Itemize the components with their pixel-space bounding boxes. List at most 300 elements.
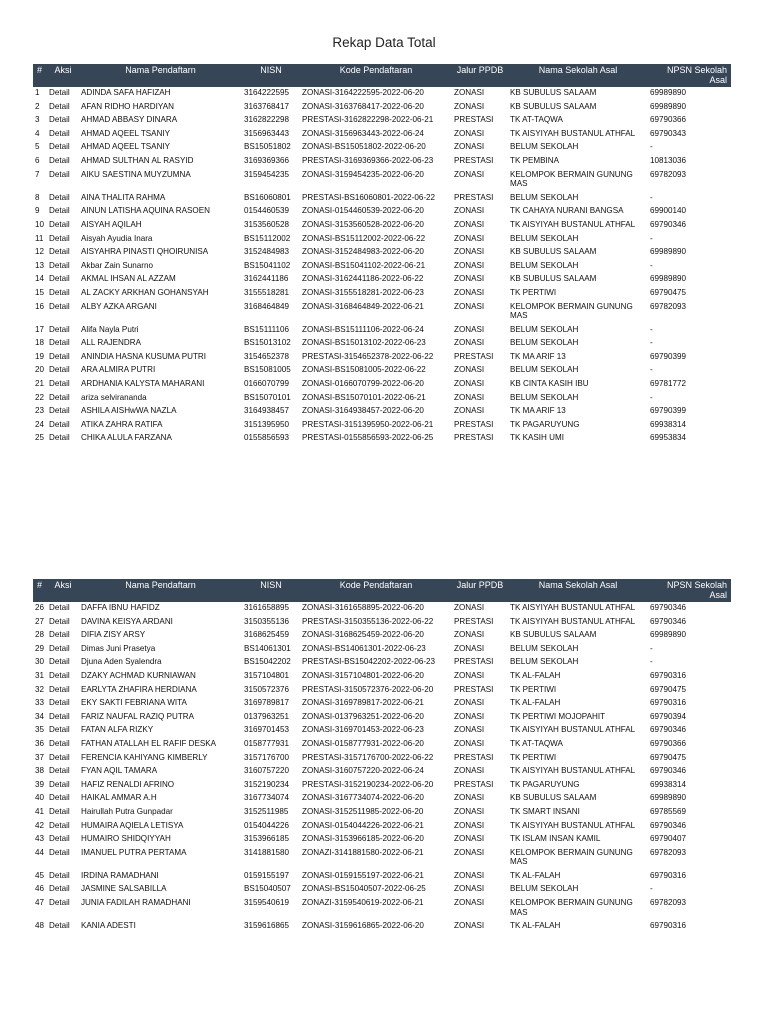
column-header-ppdb-track: Jalur PPDB bbox=[452, 579, 508, 602]
table-row bbox=[33, 870, 731, 884]
ppdb-track-cell: ZONASI bbox=[454, 88, 485, 97]
detail-link-cell[interactable]: Detail bbox=[49, 711, 70, 721]
ppdb-track-cell: ZONASI bbox=[454, 643, 485, 653]
registration-code-cell: PRESTASI-3154652378-2022-06-22 bbox=[302, 351, 434, 361]
origin-school-cell: KELOMPOK BERMAIN GUNUNG MAS bbox=[510, 898, 633, 917]
table-row bbox=[33, 629, 731, 643]
row-number-cell: 17 bbox=[35, 324, 45, 334]
row-number-cell: 39 bbox=[35, 779, 45, 789]
origin-school-cell: KELOMPOK BERMAIN GUNUNG MAS bbox=[510, 847, 633, 867]
table-row bbox=[33, 301, 731, 324]
origin-school-cell: TK AISYIYAH BUSTANUL ATHFAL bbox=[510, 616, 636, 626]
nisn-cell: 3169369366 bbox=[244, 155, 290, 165]
nisn-cell: 3161658895 bbox=[244, 603, 290, 612]
registration-code-cell: ZONASI-3169789817-2022-06-21 bbox=[302, 698, 424, 708]
detail-link-cell[interactable]: Detail bbox=[49, 392, 70, 402]
origin-school-npsn-cell: 69989890 bbox=[650, 88, 687, 97]
row-number-cell: 25 bbox=[35, 433, 45, 443]
origin-school-cell: TK AT-TAQWA bbox=[510, 738, 563, 748]
table-row bbox=[33, 643, 731, 657]
registration-code-cell: ZONASI-BS15111106-2022-06-24 bbox=[302, 324, 424, 334]
row-number-cell: 6 bbox=[35, 155, 40, 165]
table-row bbox=[33, 155, 731, 169]
table-row bbox=[33, 364, 731, 378]
ppdb-track-cell: ZONASI bbox=[454, 142, 485, 152]
row-number-cell: 36 bbox=[35, 738, 45, 748]
registration-code-cell: PRESTASI-BS15042202-2022-06-23 bbox=[302, 657, 436, 667]
ppdb-track-cell: ZONASI bbox=[454, 274, 485, 284]
registration-code-cell: PRESTASI-0155856593-2022-06-25 bbox=[302, 433, 434, 443]
detail-link-cell[interactable]: Detail bbox=[49, 684, 70, 694]
table-row bbox=[33, 405, 731, 419]
table-row bbox=[33, 792, 731, 806]
student-name-cell: AHMAD SULTHAN AL RASYID bbox=[81, 155, 194, 165]
registration-code-cell: ZONASI-BS15041102-2022-06-21 bbox=[302, 260, 426, 270]
column-header-row-number: # bbox=[33, 64, 47, 87]
nisn-cell: 3169701453 bbox=[244, 725, 290, 735]
origin-school-cell: TK MA ARIF 13 bbox=[510, 406, 566, 416]
row-number-cell: 4 bbox=[35, 128, 40, 138]
table-row bbox=[33, 616, 731, 630]
registration-code-cell: ZONASI-BS14061301-2022-06-23 bbox=[302, 643, 426, 653]
table-row bbox=[33, 205, 731, 219]
ppdb-track-cell: ZONASI bbox=[454, 392, 485, 402]
origin-school-npsn-cell: 69989890 bbox=[650, 247, 687, 257]
detail-link-cell[interactable]: Detail bbox=[49, 301, 70, 311]
nisn-cell: 3168625459 bbox=[244, 630, 290, 640]
column-header-origin-school: Nama Sekolah Asal bbox=[508, 64, 648, 87]
page-title: Rekap Data Total bbox=[332, 35, 436, 50]
registration-code-cell: ZONASI-0137963251-2022-06-20 bbox=[302, 711, 424, 721]
detail-link-cell[interactable]: Detail bbox=[49, 128, 70, 138]
detail-link-cell[interactable]: Detail bbox=[49, 698, 70, 708]
nisn-cell: 0159155197 bbox=[244, 870, 290, 880]
nisn-cell: 0154044226 bbox=[244, 820, 290, 830]
student-name-cell: HUMAIRA AQIELA LETISYA bbox=[81, 820, 184, 830]
registration-code-cell: ZONASI-3152511985-2022-06-20 bbox=[302, 806, 424, 816]
registration-code-cell: ZONASI-3160757220-2022-06-24 bbox=[302, 766, 424, 776]
detail-link-cell[interactable]: Detail bbox=[49, 433, 70, 443]
origin-school-npsn-cell: - bbox=[650, 324, 653, 334]
detail-link-cell[interactable]: Detail bbox=[49, 847, 70, 857]
detail-link-cell[interactable]: Detail bbox=[49, 630, 70, 640]
student-name-cell: Alifa Nayla Putri bbox=[81, 324, 139, 334]
column-header-student-name: Nama Pendaftarn bbox=[79, 579, 242, 602]
row-number-cell: 22 bbox=[35, 392, 45, 402]
registration-code-cell: PRESTASI-3152190234-2022-06-20 bbox=[302, 779, 434, 789]
table-row bbox=[33, 920, 731, 934]
detail-link-cell[interactable]: Detail bbox=[49, 192, 70, 202]
nisn-cell: 3153560528 bbox=[244, 219, 290, 229]
table-row bbox=[33, 765, 731, 779]
detail-link-cell[interactable]: Detail bbox=[49, 603, 70, 612]
detail-link-cell[interactable]: Detail bbox=[49, 793, 70, 803]
origin-school-cell: TK AL-FALAH bbox=[510, 870, 561, 880]
detail-link-cell[interactable]: Detail bbox=[49, 351, 70, 361]
detail-link-cell[interactable]: Detail bbox=[49, 247, 70, 257]
table-row bbox=[33, 101, 731, 115]
origin-school-cell: KB CINTA KASIH IBU bbox=[510, 379, 589, 389]
detail-link-cell[interactable]: Detail bbox=[49, 88, 70, 97]
detail-link-cell[interactable]: Detail bbox=[49, 921, 70, 931]
ppdb-track-cell: ZONASI bbox=[454, 301, 485, 311]
origin-school-cell: TK AISYIYAH BUSTANUL ATHFAL bbox=[510, 725, 636, 735]
student-name-cell: FERENCIA KAHIYANG KIMBERLY bbox=[81, 752, 208, 762]
student-name-cell: ASHILA AISHwWA NAZLA bbox=[81, 406, 177, 416]
row-number-cell: 18 bbox=[35, 338, 45, 348]
nisn-cell: 3159616865 bbox=[244, 921, 290, 931]
table-row bbox=[33, 128, 731, 142]
row-number-cell: 44 bbox=[35, 847, 45, 857]
table-row bbox=[33, 752, 731, 766]
nisn-cell: 3157176700 bbox=[244, 752, 290, 762]
origin-school-cell: BELUM SEKOLAH bbox=[510, 260, 579, 270]
nisn-cell: 3162441186 bbox=[244, 274, 289, 284]
row-number-cell: 24 bbox=[35, 419, 45, 429]
nisn-cell: BS15111106 bbox=[244, 324, 290, 334]
ppdb-track-cell: PRESTASI bbox=[454, 433, 494, 443]
row-number-cell: 14 bbox=[35, 274, 45, 284]
student-name-cell: ADINDA SAFA HAFIZAH bbox=[81, 88, 171, 97]
ppdb-track-cell: ZONASI bbox=[454, 219, 485, 229]
origin-school-cell: TK AT-TAQWA bbox=[510, 115, 563, 125]
row-number-cell: 7 bbox=[35, 169, 40, 179]
table-row bbox=[33, 883, 731, 897]
table-row bbox=[33, 847, 731, 870]
student-name-cell: DAVINA KEISYA ARDANI bbox=[81, 616, 173, 626]
registration-code-cell: PRESTASI-3150355136-2022-06-22 bbox=[302, 616, 434, 626]
origin-school-npsn-cell: - bbox=[650, 643, 653, 653]
origin-school-cell: TK PAGARUYUNG bbox=[510, 419, 580, 429]
origin-school-cell: KB SUBULUS SALAAM bbox=[510, 101, 597, 111]
detail-link-cell[interactable]: Detail bbox=[49, 233, 70, 243]
detail-link-cell[interactable]: Detail bbox=[49, 274, 70, 284]
registration-code-cell: ZONAZI-3159540619-2022-06-21 bbox=[302, 898, 424, 908]
row-number-cell: 15 bbox=[35, 287, 45, 297]
row-number-cell: 48 bbox=[35, 921, 45, 931]
row-number-cell: 9 bbox=[35, 206, 40, 216]
detail-link-cell[interactable]: Detail bbox=[49, 169, 70, 179]
row-number-cell: 46 bbox=[35, 884, 45, 894]
registration-code-cell: ZONASI-3153966185-2022-06-20 bbox=[302, 834, 424, 844]
student-name-cell: FARIZ NAUFAL RAZIQ PUTRA bbox=[81, 711, 195, 721]
origin-school-cell: BELUM SEKOLAH bbox=[510, 233, 579, 243]
table-row bbox=[33, 724, 731, 738]
table-row bbox=[33, 87, 731, 101]
ppdb-track-cell: ZONASI bbox=[454, 766, 485, 776]
ppdb-track-cell: ZONASI bbox=[454, 338, 485, 348]
student-name-cell: AHMAD AQEEL TSANIY bbox=[81, 128, 171, 138]
ppdb-track-cell: ZONASI bbox=[454, 847, 485, 857]
table-row bbox=[33, 697, 731, 711]
nisn-cell: 3169789817 bbox=[244, 698, 290, 708]
student-name-cell: CHIKA ALULA FARZANA bbox=[81, 433, 172, 443]
row-number-cell: 43 bbox=[35, 834, 45, 844]
ppdb-track-cell: ZONASI bbox=[454, 287, 485, 297]
registration-code-cell: ZONASI-3153560528-2022-06-20 bbox=[302, 219, 424, 229]
registration-code-cell: ZONASI-3161658895-2022-06-20 bbox=[302, 603, 424, 612]
origin-school-npsn-cell: 69790316 bbox=[650, 870, 687, 880]
detail-link-cell[interactable]: Detail bbox=[49, 738, 70, 748]
detail-link-cell[interactable]: Detail bbox=[49, 616, 70, 626]
registration-code-cell: ZONASI-3168464849-2022-06-21 bbox=[302, 301, 424, 311]
origin-school-npsn-cell: 69790366 bbox=[650, 738, 687, 748]
column-header-detail-link: Aksi bbox=[47, 579, 79, 602]
ppdb-track-cell: ZONASI bbox=[454, 365, 485, 375]
registration-code-cell: ZONASI-3164938457-2022-06-20 bbox=[302, 406, 424, 416]
detail-link-cell[interactable]: Detail bbox=[49, 643, 70, 653]
row-number-cell: 32 bbox=[35, 684, 45, 694]
registration-code-cell: ZONASI-0159155197-2022-06-21 bbox=[302, 870, 424, 880]
detail-link-cell[interactable]: Detail bbox=[49, 766, 70, 776]
detail-link-cell[interactable]: Detail bbox=[49, 287, 70, 297]
origin-school-cell: TK AISYIYAH BUSTANUL ATHFAL bbox=[510, 219, 636, 229]
row-number-cell: 21 bbox=[35, 379, 45, 389]
row-number-cell: 45 bbox=[35, 870, 45, 880]
nisn-cell: 3150355136 bbox=[244, 616, 290, 626]
nisn-cell: 3159454235 bbox=[244, 169, 290, 179]
ppdb-track-cell: PRESTASI bbox=[454, 419, 494, 429]
ppdb-track-cell: PRESTASI bbox=[454, 657, 494, 667]
table-row bbox=[33, 324, 731, 338]
row-number-cell: 38 bbox=[35, 766, 45, 776]
row-number-cell: 31 bbox=[35, 670, 45, 680]
table-row bbox=[33, 602, 731, 616]
ppdb-track-cell: ZONASI bbox=[454, 820, 485, 830]
registration-code-cell: ZONASI-BS15112002-2022-06-22 bbox=[302, 233, 426, 243]
origin-school-npsn-cell: - bbox=[650, 392, 653, 402]
nisn-cell: 3153966185 bbox=[244, 834, 290, 844]
ppdb-track-cell: ZONASI bbox=[454, 725, 485, 735]
student-name-cell: FATAN ALFA RIZKY bbox=[81, 725, 154, 735]
table-row bbox=[33, 337, 731, 351]
registration-code-cell: ZONASI-0166070799-2022-06-20 bbox=[302, 379, 424, 389]
nisn-cell: BS16060801 bbox=[244, 192, 291, 202]
student-name-cell: DIFIA ZISY ARSY bbox=[81, 630, 146, 640]
origin-school-npsn-cell: 69900140 bbox=[650, 206, 687, 216]
detail-link-cell[interactable]: Detail bbox=[49, 806, 70, 816]
detail-link-cell[interactable]: Detail bbox=[49, 115, 70, 125]
origin-school-npsn-cell: - bbox=[650, 657, 653, 667]
registration-code-cell: ZONASI-BS15013102-2022-06-23 bbox=[302, 338, 426, 348]
detail-link-cell[interactable]: Detail bbox=[49, 670, 70, 680]
detail-link-cell[interactable]: Detail bbox=[49, 142, 70, 152]
student-name-cell: KANIA ADESTI bbox=[81, 921, 136, 931]
column-header-student-name: Nama Pendaftarn bbox=[79, 64, 242, 87]
origin-school-cell: TK MA ARIF 13 bbox=[510, 351, 566, 361]
column-header-origin-school-npsn: NPSN Sekolah Asal bbox=[648, 579, 731, 602]
row-number-cell: 26 bbox=[35, 603, 45, 612]
table-row bbox=[33, 219, 731, 233]
origin-school-npsn-cell: 69790346 bbox=[650, 219, 687, 229]
column-header-nisn: NISN bbox=[242, 64, 300, 87]
detail-link-cell[interactable]: Detail bbox=[49, 657, 70, 667]
row-number-cell: 41 bbox=[35, 806, 45, 816]
nisn-cell: BS15041102 bbox=[244, 260, 291, 270]
student-name-cell: AHMAD AQEEL TSANIY bbox=[81, 142, 171, 152]
table-row bbox=[33, 246, 731, 260]
origin-school-npsn-cell: 69790343 bbox=[650, 128, 687, 138]
table-row bbox=[33, 378, 731, 392]
origin-school-npsn-cell: - bbox=[650, 260, 653, 270]
student-name-cell: IRDINA RAMADHANI bbox=[81, 870, 159, 880]
nisn-cell: 0158777931 bbox=[244, 738, 290, 748]
nisn-cell: 3164938457 bbox=[244, 406, 290, 416]
nisn-cell: 3167734074 bbox=[244, 793, 290, 803]
registration-code-cell: ZONASI-0154460539-2022-06-20 bbox=[302, 206, 424, 216]
student-name-cell: HAFIZ RENALDI AFRINO bbox=[81, 779, 175, 789]
origin-school-cell: TK PERTIWI bbox=[510, 287, 557, 297]
origin-school-cell: TK AISYIYAH BUSTANUL ATHFAL bbox=[510, 603, 636, 612]
ppdb-track-cell: PRESTASI bbox=[454, 115, 494, 125]
detail-link-cell[interactable]: Detail bbox=[49, 752, 70, 762]
detail-link-cell[interactable]: Detail bbox=[49, 365, 70, 375]
origin-school-npsn-cell: 69790407 bbox=[650, 834, 687, 844]
origin-school-npsn-cell: 69953834 bbox=[650, 433, 687, 443]
detail-link-cell[interactable]: Detail bbox=[49, 898, 70, 908]
column-header-origin-school: Nama Sekolah Asal bbox=[508, 579, 648, 602]
nisn-cell: 0155856593 bbox=[244, 433, 290, 443]
nisn-cell: 3162822298 bbox=[244, 115, 290, 125]
origin-school-npsn-cell: 69782093 bbox=[650, 847, 687, 857]
registration-code-cell: ZONASI-3164222595-2022-06-20 bbox=[302, 88, 424, 97]
origin-school-npsn-cell: 69989890 bbox=[650, 101, 687, 111]
nisn-cell: BS14061301 bbox=[244, 643, 291, 653]
origin-school-cell: TK AISYIYAH BUSTANUL ATHFAL bbox=[510, 128, 636, 138]
detail-link-cell[interactable]: Detail bbox=[49, 260, 70, 270]
detail-link-cell[interactable]: Detail bbox=[49, 820, 70, 830]
detail-link-cell[interactable]: Detail bbox=[49, 406, 70, 416]
row-number-cell: 30 bbox=[35, 657, 45, 667]
origin-school-npsn-cell: 69782093 bbox=[650, 898, 687, 908]
ppdb-track-cell: ZONASI bbox=[454, 870, 485, 880]
detail-link-cell[interactable]: Detail bbox=[49, 379, 70, 389]
nisn-cell: 0166070799 bbox=[244, 379, 290, 389]
nisn-cell: BS15070101 bbox=[244, 392, 291, 402]
origin-school-npsn-cell: 69790316 bbox=[650, 921, 687, 931]
table-row bbox=[33, 656, 731, 670]
table-row bbox=[33, 419, 731, 433]
detail-link-cell[interactable]: Detail bbox=[49, 725, 70, 735]
row-number-cell: 12 bbox=[35, 247, 45, 257]
ppdb-track-cell: PRESTASI bbox=[454, 779, 494, 789]
nisn-cell: 3152190234 bbox=[244, 779, 290, 789]
nisn-cell: BS15081005 bbox=[244, 365, 291, 375]
ppdb-track-cell: ZONASI bbox=[454, 834, 485, 844]
row-number-cell: 3 bbox=[35, 115, 40, 125]
origin-school-cell: TK AL-FALAH bbox=[510, 670, 561, 680]
origin-school-npsn-cell: 69785569 bbox=[650, 806, 687, 816]
origin-school-cell: TK ISLAM INSAN KAMIL bbox=[510, 834, 601, 844]
origin-school-cell: TK SMART INSANI bbox=[510, 806, 580, 816]
student-name-cell: AHMAD ABBASY DINARA bbox=[81, 115, 178, 125]
detail-link-cell[interactable]: Detail bbox=[49, 419, 70, 429]
nisn-cell: 0137963251 bbox=[244, 711, 290, 721]
row-number-cell: 35 bbox=[35, 725, 45, 735]
table-header-row bbox=[33, 579, 731, 602]
origin-school-cell: KELOMPOK BERMAIN GUNUNG MAS bbox=[510, 301, 633, 321]
row-number-cell: 33 bbox=[35, 698, 45, 708]
registration-code-cell: PRESTASI-3151395950-2022-06-21 bbox=[302, 419, 434, 429]
column-header-origin-school-npsn: NPSN Sekolah Asal bbox=[648, 64, 731, 87]
origin-school-npsn-cell: 69938314 bbox=[650, 419, 687, 429]
nisn-cell: 3157104801 bbox=[244, 670, 290, 680]
student-name-cell: AISYAHRA PINASTI QHOIRUNISA bbox=[81, 247, 209, 257]
origin-school-npsn-cell: - bbox=[650, 192, 653, 202]
student-name-cell: AKMAL IHSAN AL AZZAM bbox=[81, 274, 176, 284]
student-name-cell: AISYAH AQILAH bbox=[81, 219, 142, 229]
ppdb-track-cell: ZONASI bbox=[454, 379, 485, 389]
table-row bbox=[33, 351, 731, 365]
ppdb-track-cell: PRESTASI bbox=[454, 192, 494, 202]
detail-link-cell[interactable]: Detail bbox=[49, 206, 70, 216]
column-header-detail-link: Aksi bbox=[47, 64, 79, 87]
origin-school-npsn-cell: 69790316 bbox=[650, 670, 687, 680]
row-number-cell: 2 bbox=[35, 101, 40, 111]
detail-link-cell[interactable]: Detail bbox=[49, 219, 70, 229]
origin-school-npsn-cell: 69790475 bbox=[650, 684, 687, 694]
origin-school-cell: TK PAGARUYUNG bbox=[510, 779, 580, 789]
table-row bbox=[33, 806, 731, 820]
detail-link-cell[interactable]: Detail bbox=[49, 834, 70, 844]
ppdb-track-cell: ZONASI bbox=[454, 247, 485, 257]
nisn-cell: BS15051802 bbox=[244, 142, 291, 152]
origin-school-cell: TK AL-FALAH bbox=[510, 921, 561, 931]
table-row bbox=[33, 670, 731, 684]
registration-code-cell: PRESTASI-BS16060801-2022-06-22 bbox=[302, 192, 436, 202]
student-name-cell: AL ZACKY ARKHAN GOHANSYAH bbox=[81, 287, 209, 297]
registration-code-cell: ZONASI-3163768417-2022-06-20 bbox=[302, 101, 424, 111]
origin-school-npsn-cell: 69790346 bbox=[650, 766, 687, 776]
origin-school-cell: TK AISYIYAH BUSTANUL ATHFAL bbox=[510, 820, 636, 830]
detail-link-cell[interactable]: Detail bbox=[49, 101, 70, 111]
registration-code-cell: ZONASI-3156963443-2022-06-24 bbox=[302, 128, 424, 138]
ppdb-track-cell: ZONASI bbox=[454, 260, 485, 270]
table-row bbox=[33, 833, 731, 847]
student-name-cell: AINA THALITA RAHMA bbox=[81, 192, 166, 202]
student-name-cell: AIKU SAESTINA MUYZUMNA bbox=[81, 169, 191, 179]
nisn-cell: BS15042202 bbox=[244, 657, 291, 667]
origin-school-cell: BELUM SEKOLAH bbox=[510, 657, 579, 667]
student-name-cell: ATIKA ZAHRA RATIFA bbox=[81, 419, 163, 429]
detail-link-cell[interactable]: Detail bbox=[49, 870, 70, 880]
origin-school-npsn-cell: - bbox=[650, 365, 653, 375]
origin-school-npsn-cell: - bbox=[650, 884, 653, 894]
detail-link-cell[interactable]: Detail bbox=[49, 338, 70, 348]
origin-school-npsn-cell: 69781772 bbox=[650, 379, 687, 389]
student-name-cell: ALL RAJENDRA bbox=[81, 338, 141, 348]
ppdb-track-cell: PRESTASI bbox=[454, 684, 494, 694]
detail-link-cell[interactable]: Detail bbox=[49, 155, 70, 165]
detail-link-cell[interactable]: Detail bbox=[49, 324, 70, 334]
detail-link-cell[interactable]: Detail bbox=[49, 884, 70, 894]
origin-school-npsn-cell: 10813036 bbox=[650, 155, 687, 165]
ppdb-track-cell: ZONASI bbox=[454, 793, 485, 803]
origin-school-npsn-cell: 69790316 bbox=[650, 698, 687, 708]
ppdb-track-cell: ZONASI bbox=[454, 921, 485, 931]
origin-school-npsn-cell: - bbox=[650, 142, 653, 152]
ppdb-track-cell: ZONASI bbox=[454, 698, 485, 708]
origin-school-npsn-cell: 69989890 bbox=[650, 793, 687, 803]
student-name-cell: EARLYTA ZHAFIRA HERDIANA bbox=[81, 684, 197, 694]
registration-code-cell: ZONASI-3157104801-2022-06-20 bbox=[302, 670, 424, 680]
origin-school-cell: BELUM SEKOLAH bbox=[510, 884, 579, 894]
row-number-cell: 16 bbox=[35, 301, 45, 311]
ppdb-track-cell: ZONASI bbox=[454, 898, 485, 908]
registration-code-cell: ZONASI-BS15051802-2022-06-20 bbox=[302, 142, 426, 152]
detail-link-cell[interactable]: Detail bbox=[49, 779, 70, 789]
ppdb-track-cell: ZONASI bbox=[454, 806, 485, 816]
